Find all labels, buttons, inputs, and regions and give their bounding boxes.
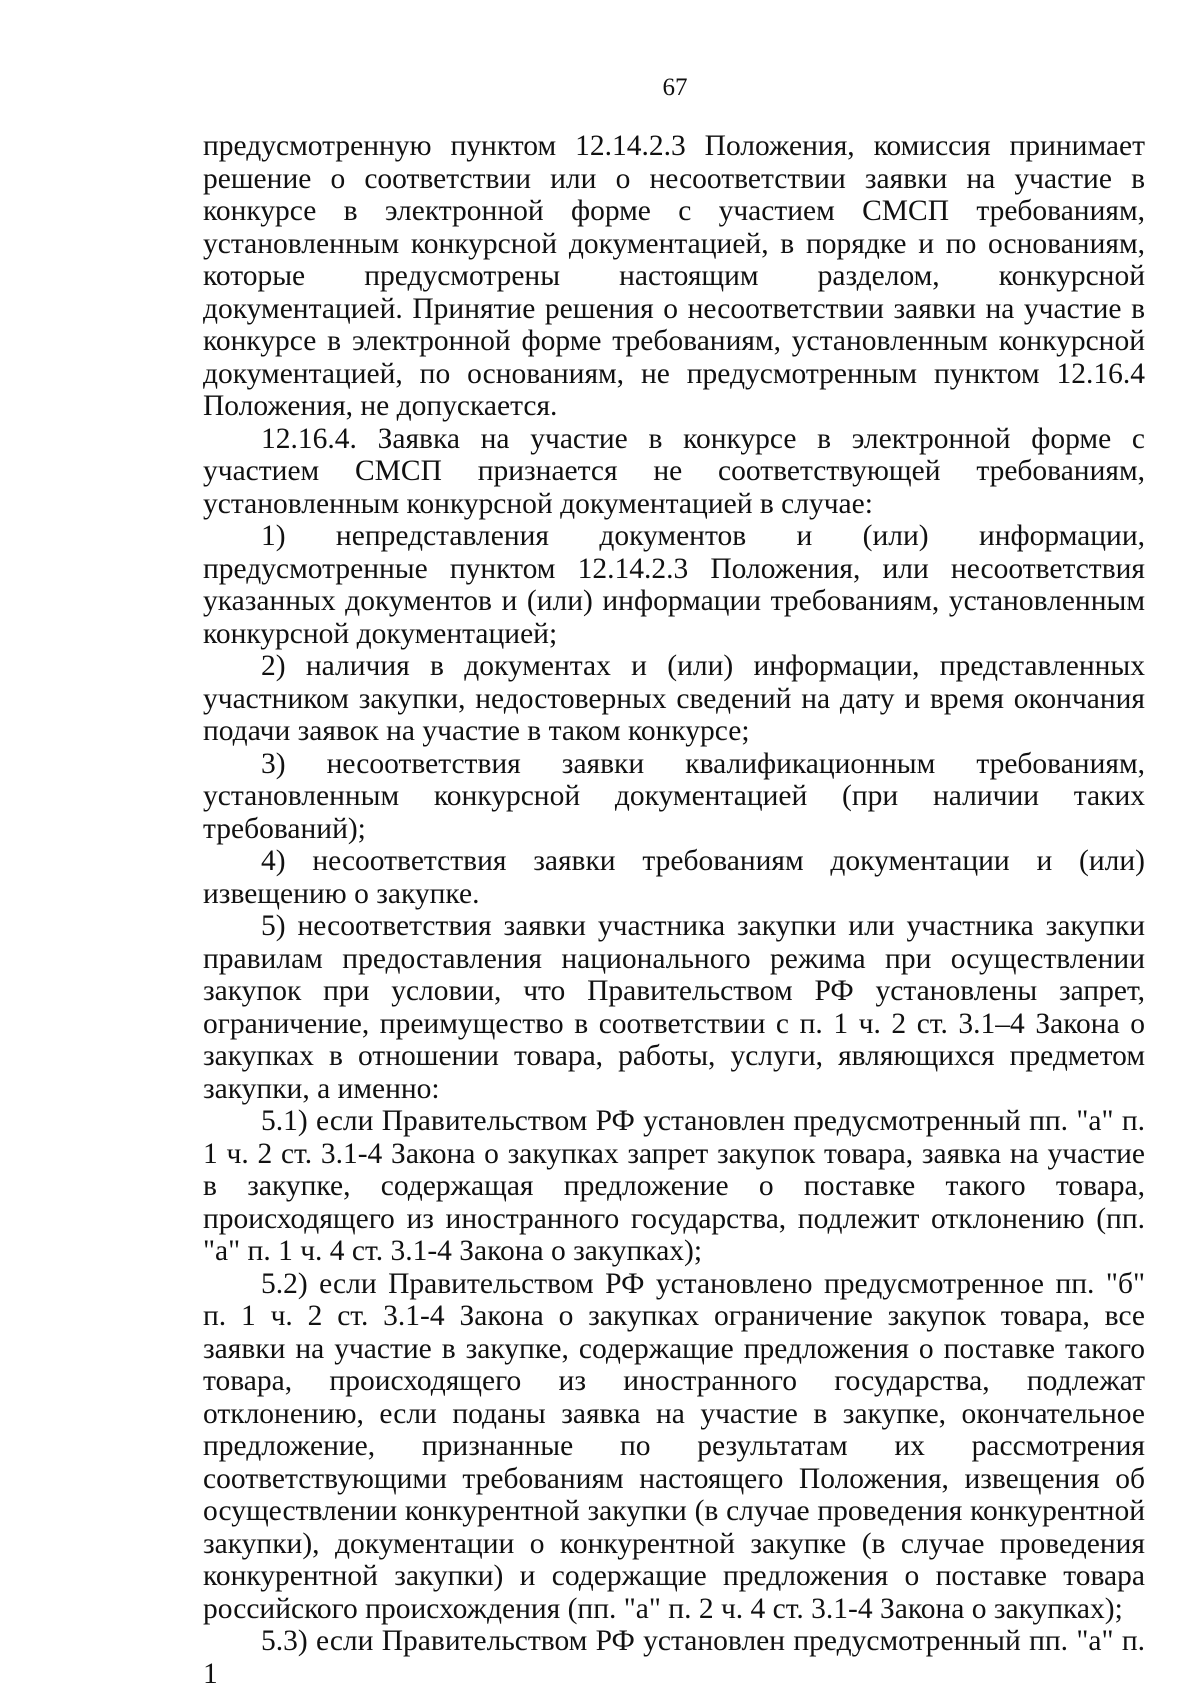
paragraph-clause-12-16-4: 12.16.4. Заявка на участие в конкурсе в электронной форме с участием СМСП признается не соответствующей требованиям, установленным конкурсной документацией в случае: [203, 422, 1145, 520]
list-item-2: 2) наличия в документах и (или) информации, представленных участником закупки, недостоверных сведений на дату и время окончания подачи заявок на участие в таком конкурсе; [203, 650, 1145, 747]
list-item-5-2: 5.2) если Правительством РФ установлено предусмотренное пп. "б" п. 1 ч. 2 ст. 3.1-4 Закона о закупках ограничение закупок товара, все заявки на участие в закупке, содержащие предложения о поставке такого товара, происходящего из иностранного государства, подлежат отклонению, если поданы заявка на участие в закупке, окончательное предложение, признанные по результатам их рассмотрения соответствующими требованиям настоящего Положения, извещения об осуществлении конкурентной закупки (в случае проведения конкурентной закупки), документации о конкурентной закупке (в случае проведения конкурентной закупки) и содержащие предложения о поставке товара российского происхождения (пп. "а" п. 2 ч. 4 ст. 3.1-4 Закона о закупках); [203, 1267, 1145, 1625]
paragraph-continuation: предусмотренную пунктом 12.14.2.3 Положения, комиссия принимает решение о соответствии или о несоответствии заявки на участие в конкурсе в электронной форме с участием СМСП требованиям, установленным конкурсной документацией, в порядке и по основаниям, которые предусмотрены настоящим разделом, конкурсной документацией. Принятие решения о несоответствии заявки на участие в конкурсе в электронной форме требованиям, установленным конкурсной документацией, по основаниям, не предусмотренным пунктом 12.16.4 Положения, не допускается. [203, 130, 1145, 422]
page-number: 67 [662, 74, 688, 101]
list-item-5-3: 5.3) если Правительством РФ установлен предусмотренный пп. "а" п. 1 [203, 1625, 1145, 1690]
list-item-5-1: 5.1) если Правительством РФ установлен предусмотренный пп. "а" п. 1 ч. 2 ст. 3.1-4 Закона о закупках запрет закупок товара, заявка на участие в закупке, содержащая предложение о поставке такого товара, происходящего из иностранного государства, подлежит отклонению (пп. "а" п. 1 ч. 4 ст. 3.1-4 Закона о закупках); [203, 1105, 1145, 1267]
list-item-3: 3) несоответствия заявки квалификационным требованиям, установленным конкурсной документацией (при наличии таких требований); [203, 747, 1145, 845]
list-item-1: 1) непредставления документов и (или) информации, предусмотренные пунктом 12.14.2.3 Положения, или несоответствия указанных документов и (или) информации требованиям, установленным конкурсной документацией; [203, 520, 1145, 650]
list-item-5: 5) несоответствия заявки участника закупки или участника закупки правилам предоставления национального режима при осуществлении закупок при условии, что Правительством РФ установлены запрет, ограничение, преимущество в соответствии с п. 1 ч. 2 ст. 3.1–4 Закона о закупках в отношении товара, работы, услуги, являющихся предметом закупки, а именно: [203, 910, 1145, 1105]
list-item-4: 4) несоответствия заявки требованиям документации и (или) извещению о закупке. [203, 845, 1145, 910]
document-body [203, 130, 1145, 1690]
